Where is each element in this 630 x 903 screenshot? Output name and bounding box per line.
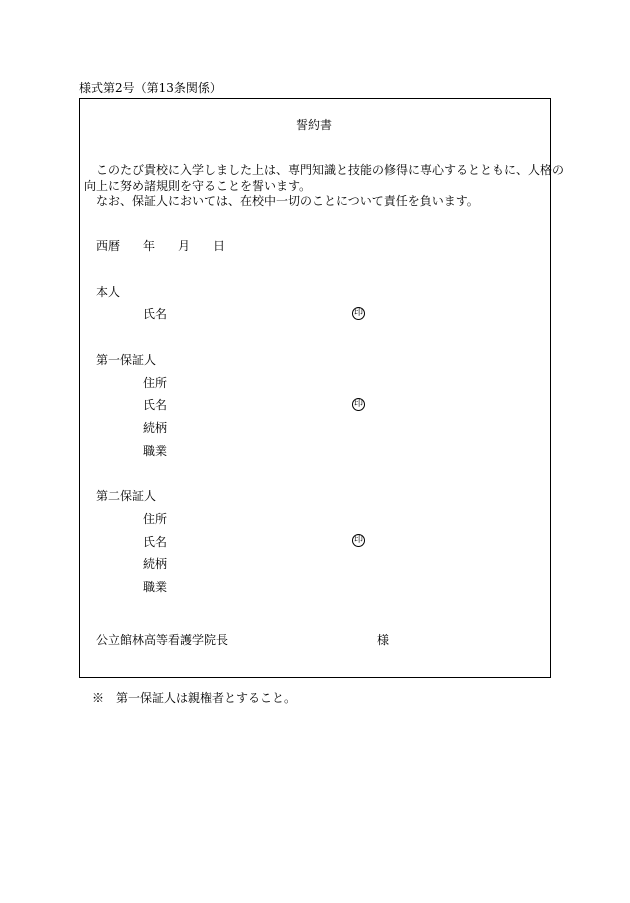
guarantor1-occupation-label: 職業	[143, 444, 168, 458]
body-line-1: このたび貴校に入学しました上は、専門知識と技能の修得に専心するとともに、人格の	[96, 163, 565, 177]
guarantor1-relation-label: 続柄	[143, 421, 168, 435]
document-title: 誓約書	[296, 118, 333, 132]
date-day: 日	[213, 239, 226, 253]
guarantor1-heading: 第一保証人	[96, 353, 157, 367]
footnote: ※ 第一保証人は親権者とすること。	[92, 691, 297, 705]
guarantor2-occupation-label: 職業	[143, 580, 168, 594]
guarantor1-seal-mark: 印	[353, 399, 363, 409]
guarantor2-heading: 第二保証人	[96, 489, 157, 503]
form-number: 様式第2号（第13条関係）	[79, 81, 222, 95]
date-month: 月	[178, 239, 191, 253]
body-line-3: なお、保証人においては、在校中一切のことについて責任を負います。	[96, 194, 479, 208]
guarantor1-name-label: 氏名	[143, 398, 168, 412]
self-seal-mark: 印	[353, 308, 363, 318]
body-line-2: 向上に努め諸規則を守ることを誓います。	[84, 179, 312, 193]
guarantor2-seal-mark: 印	[353, 535, 363, 545]
addressee-honorific: 様	[377, 633, 390, 647]
date-era: 西暦	[96, 239, 121, 253]
self-name-label: 氏名	[143, 307, 168, 321]
guarantor2-relation-label: 続柄	[143, 557, 168, 571]
guarantor2-name-label: 氏名	[143, 535, 168, 549]
date-year: 年	[143, 239, 156, 253]
guarantor1-address-label: 住所	[143, 376, 168, 390]
guarantor2-address-label: 住所	[143, 512, 168, 526]
addressee-name: 公立館林高等看護学院長	[96, 633, 229, 647]
self-heading: 本人	[96, 285, 121, 299]
